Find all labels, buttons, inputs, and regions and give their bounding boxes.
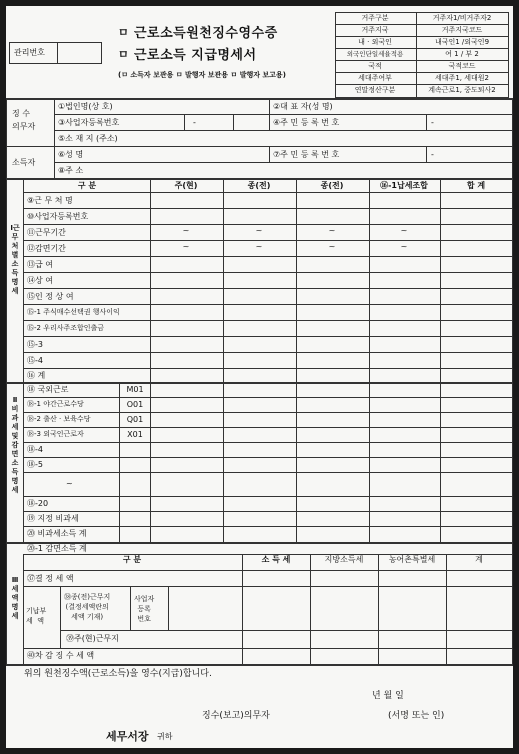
receipt-statement: 위의 원천징수액(근로소득)을 영수(지급)합니다. bbox=[24, 669, 212, 679]
section3-label: Ⅲ세액명세 bbox=[11, 576, 19, 620]
section1-label: Ⅰ근무처별소득명세 bbox=[10, 224, 20, 295]
info-key: 외국인단일세율적용 bbox=[346, 50, 404, 58]
row-nontax-20: ⑱-20 bbox=[27, 499, 49, 508]
section3-header-category: 구 분 bbox=[122, 555, 142, 564]
info-value: 여 1 / 부 2 bbox=[445, 50, 479, 58]
title-payment-statement: 근로소득 지급명세서 bbox=[134, 48, 257, 63]
row-nontax-ellipsis: ~ bbox=[66, 479, 73, 488]
title-withholding-receipt: 근로소득원천징수영수증 bbox=[134, 26, 278, 41]
row-bonus: ⑭상 여 bbox=[27, 276, 53, 285]
section1-header-total: 합 계 bbox=[466, 181, 486, 190]
dash-separator: - bbox=[431, 118, 434, 127]
section3-header-total: 계 bbox=[475, 555, 483, 564]
row-business-reg-no: ⑩사업자등록번호 bbox=[27, 212, 89, 221]
mgmt-number-label: 관리번호 bbox=[14, 48, 45, 57]
info-value: 국적코드 bbox=[448, 62, 476, 70]
row-nontax-4: ⑱-4 bbox=[27, 445, 43, 454]
section3-header-local-tax: 지방소득세 bbox=[324, 555, 364, 564]
period-tilde: ~ bbox=[255, 226, 263, 235]
row-work-period: ⑪근무기간 bbox=[27, 228, 66, 237]
section2-label: Ⅱ비과세및감면소득명세 bbox=[11, 396, 19, 494]
row-decided-tax: ㊲결 정 세 액 bbox=[27, 574, 74, 583]
row-balance-tax: ㊵차 감 징 수 세 액 bbox=[27, 651, 95, 660]
info-value: 계속근로1, 중도퇴사2 bbox=[428, 86, 496, 94]
info-key: 내 · 외국인 bbox=[358, 38, 392, 46]
info-key: 거주구분 bbox=[361, 14, 389, 22]
payer-corp-name-label: ①법인명(상 호) bbox=[58, 102, 113, 111]
info-key: 연말정산구분 bbox=[354, 86, 396, 94]
row-esop-withdrawal: ⑮-2 우리사주조합인출금 bbox=[27, 324, 105, 332]
row-night-work: ⑱-1 야간근로수당 bbox=[27, 400, 84, 408]
row-deemed-bonus: ⑮인 정 상 여 bbox=[27, 292, 74, 301]
period-tilde: ~ bbox=[328, 226, 336, 235]
table-top-border bbox=[6, 98, 513, 100]
row-other-3: ⑮-3 bbox=[27, 340, 43, 349]
title-bullet-1: ㅁ bbox=[118, 26, 130, 39]
period-tilde: ~ bbox=[182, 242, 190, 251]
section1-header-category: 구 분 bbox=[77, 181, 97, 190]
prev-company-label: ㊳종(전)근무지 (결정세액란의 세액 기재) bbox=[64, 593, 111, 621]
row-subtotal: ⑯ 계 bbox=[27, 371, 46, 380]
row-overseas-work: ⑱ 국외근로 bbox=[27, 385, 69, 394]
mgmt-number-field[interactable] bbox=[59, 44, 99, 62]
honorific-label: 귀하 bbox=[157, 732, 173, 741]
row-childcare: ⑱-2 출산 · 보육수당 bbox=[27, 415, 91, 423]
info-value: 세대주1, 세대원2 bbox=[435, 74, 489, 82]
period-tilde: ~ bbox=[400, 226, 408, 235]
period-tilde: ~ bbox=[255, 242, 263, 251]
payer-resident-reg-label: ④주 민 등 록 번 호 bbox=[273, 118, 340, 127]
row-workplace-name: ⑨근 무 처 명 bbox=[27, 196, 73, 205]
prepaid-tax-label: 기납부 세 액 bbox=[26, 607, 47, 625]
info-key: 국적 bbox=[368, 62, 382, 70]
period-tilde: ~ bbox=[400, 242, 408, 251]
row-stock-option-gain: ⑮-1 주식매수선택권 행사이익 bbox=[27, 308, 120, 316]
info-key: 거주지국 bbox=[361, 26, 389, 34]
section1-header-tax-union: ⑯-1납세조합 bbox=[380, 181, 428, 190]
earner-address-label: ⑧주 소 bbox=[58, 166, 84, 175]
date-line[interactable]: 년 월 일 bbox=[372, 691, 404, 701]
copy-type-subtitle: (ㅁ 소득자 보관용 ㅁ 발행자 보관용 ㅁ 발행자 보고용) bbox=[118, 71, 286, 79]
section3-header-rural-tax: 농어촌특별세 bbox=[388, 555, 436, 564]
code-overseas-work: M01 bbox=[126, 385, 144, 394]
row-salary: ⑬급 여 bbox=[27, 260, 53, 269]
earner-resident-reg-label: ⑦주 민 등 록 번 호 bbox=[273, 150, 340, 159]
info-value: 거주자1/비거주자2 bbox=[432, 14, 492, 22]
info-value: 내국인1 /외국인9 bbox=[434, 38, 490, 46]
title-bullet-2: ㅁ bbox=[118, 48, 130, 61]
section3-header-income-tax: 소 득 세 bbox=[261, 555, 291, 564]
table-right-border bbox=[512, 98, 513, 664]
row-reduction-period: ⑫감면기간 bbox=[27, 244, 66, 253]
period-tilde: ~ bbox=[182, 226, 190, 235]
section1-header-previous-1: 종(전) bbox=[247, 181, 271, 190]
earner-label: 소득자 bbox=[12, 158, 36, 167]
payer-address-label: ⑤소 재 지 (주소) bbox=[58, 134, 118, 143]
earner-name-label: ⑥성 명 bbox=[58, 150, 84, 159]
table-left-border bbox=[6, 98, 7, 664]
payer-business-reg-label: ③사업자등록번호 bbox=[58, 118, 120, 127]
section1-header-previous-2: 종(전) bbox=[320, 181, 344, 190]
row-nontax-5: ⑱-5 bbox=[27, 460, 43, 469]
code-night-work: O01 bbox=[126, 400, 144, 409]
payer-label: 징 수 의무자 bbox=[12, 109, 36, 131]
row-other-4: ⑮-4 bbox=[27, 356, 43, 365]
dash-separator: - bbox=[431, 150, 434, 159]
payer-representative-label: ②대 표 자(성 명) bbox=[273, 102, 333, 111]
row-reduced-income-total: ⑳-1 감면소득 계 bbox=[27, 544, 87, 553]
biz-reg-label: 사업자 등록 번호 bbox=[134, 595, 155, 623]
obligor-label: 징수(보고)의무자 bbox=[202, 711, 270, 721]
row-current-company: ㊴주(현)근무지 bbox=[66, 634, 119, 643]
section1-header-current: 주(현) bbox=[174, 181, 198, 190]
info-key: 세대주여부 bbox=[358, 74, 392, 82]
dash-separator: - bbox=[193, 118, 196, 127]
row-nontax-total: ⑳ 비과세소득 계 bbox=[27, 529, 87, 538]
form-sheet bbox=[6, 6, 513, 748]
row-designated-nontax: ⑲ 지정 비과세 bbox=[27, 514, 79, 523]
signature-label[interactable]: (서명 또는 인) bbox=[388, 711, 445, 721]
row-foreign-worker: ⑱-3 외국인근로자 bbox=[27, 430, 84, 438]
code-childcare: Q01 bbox=[126, 415, 144, 424]
period-tilde: ~ bbox=[328, 242, 336, 251]
info-value: 거주지국코드 bbox=[441, 26, 483, 34]
code-foreign-worker: X01 bbox=[127, 430, 143, 439]
tax-office-label: 세무서장 bbox=[106, 730, 149, 743]
